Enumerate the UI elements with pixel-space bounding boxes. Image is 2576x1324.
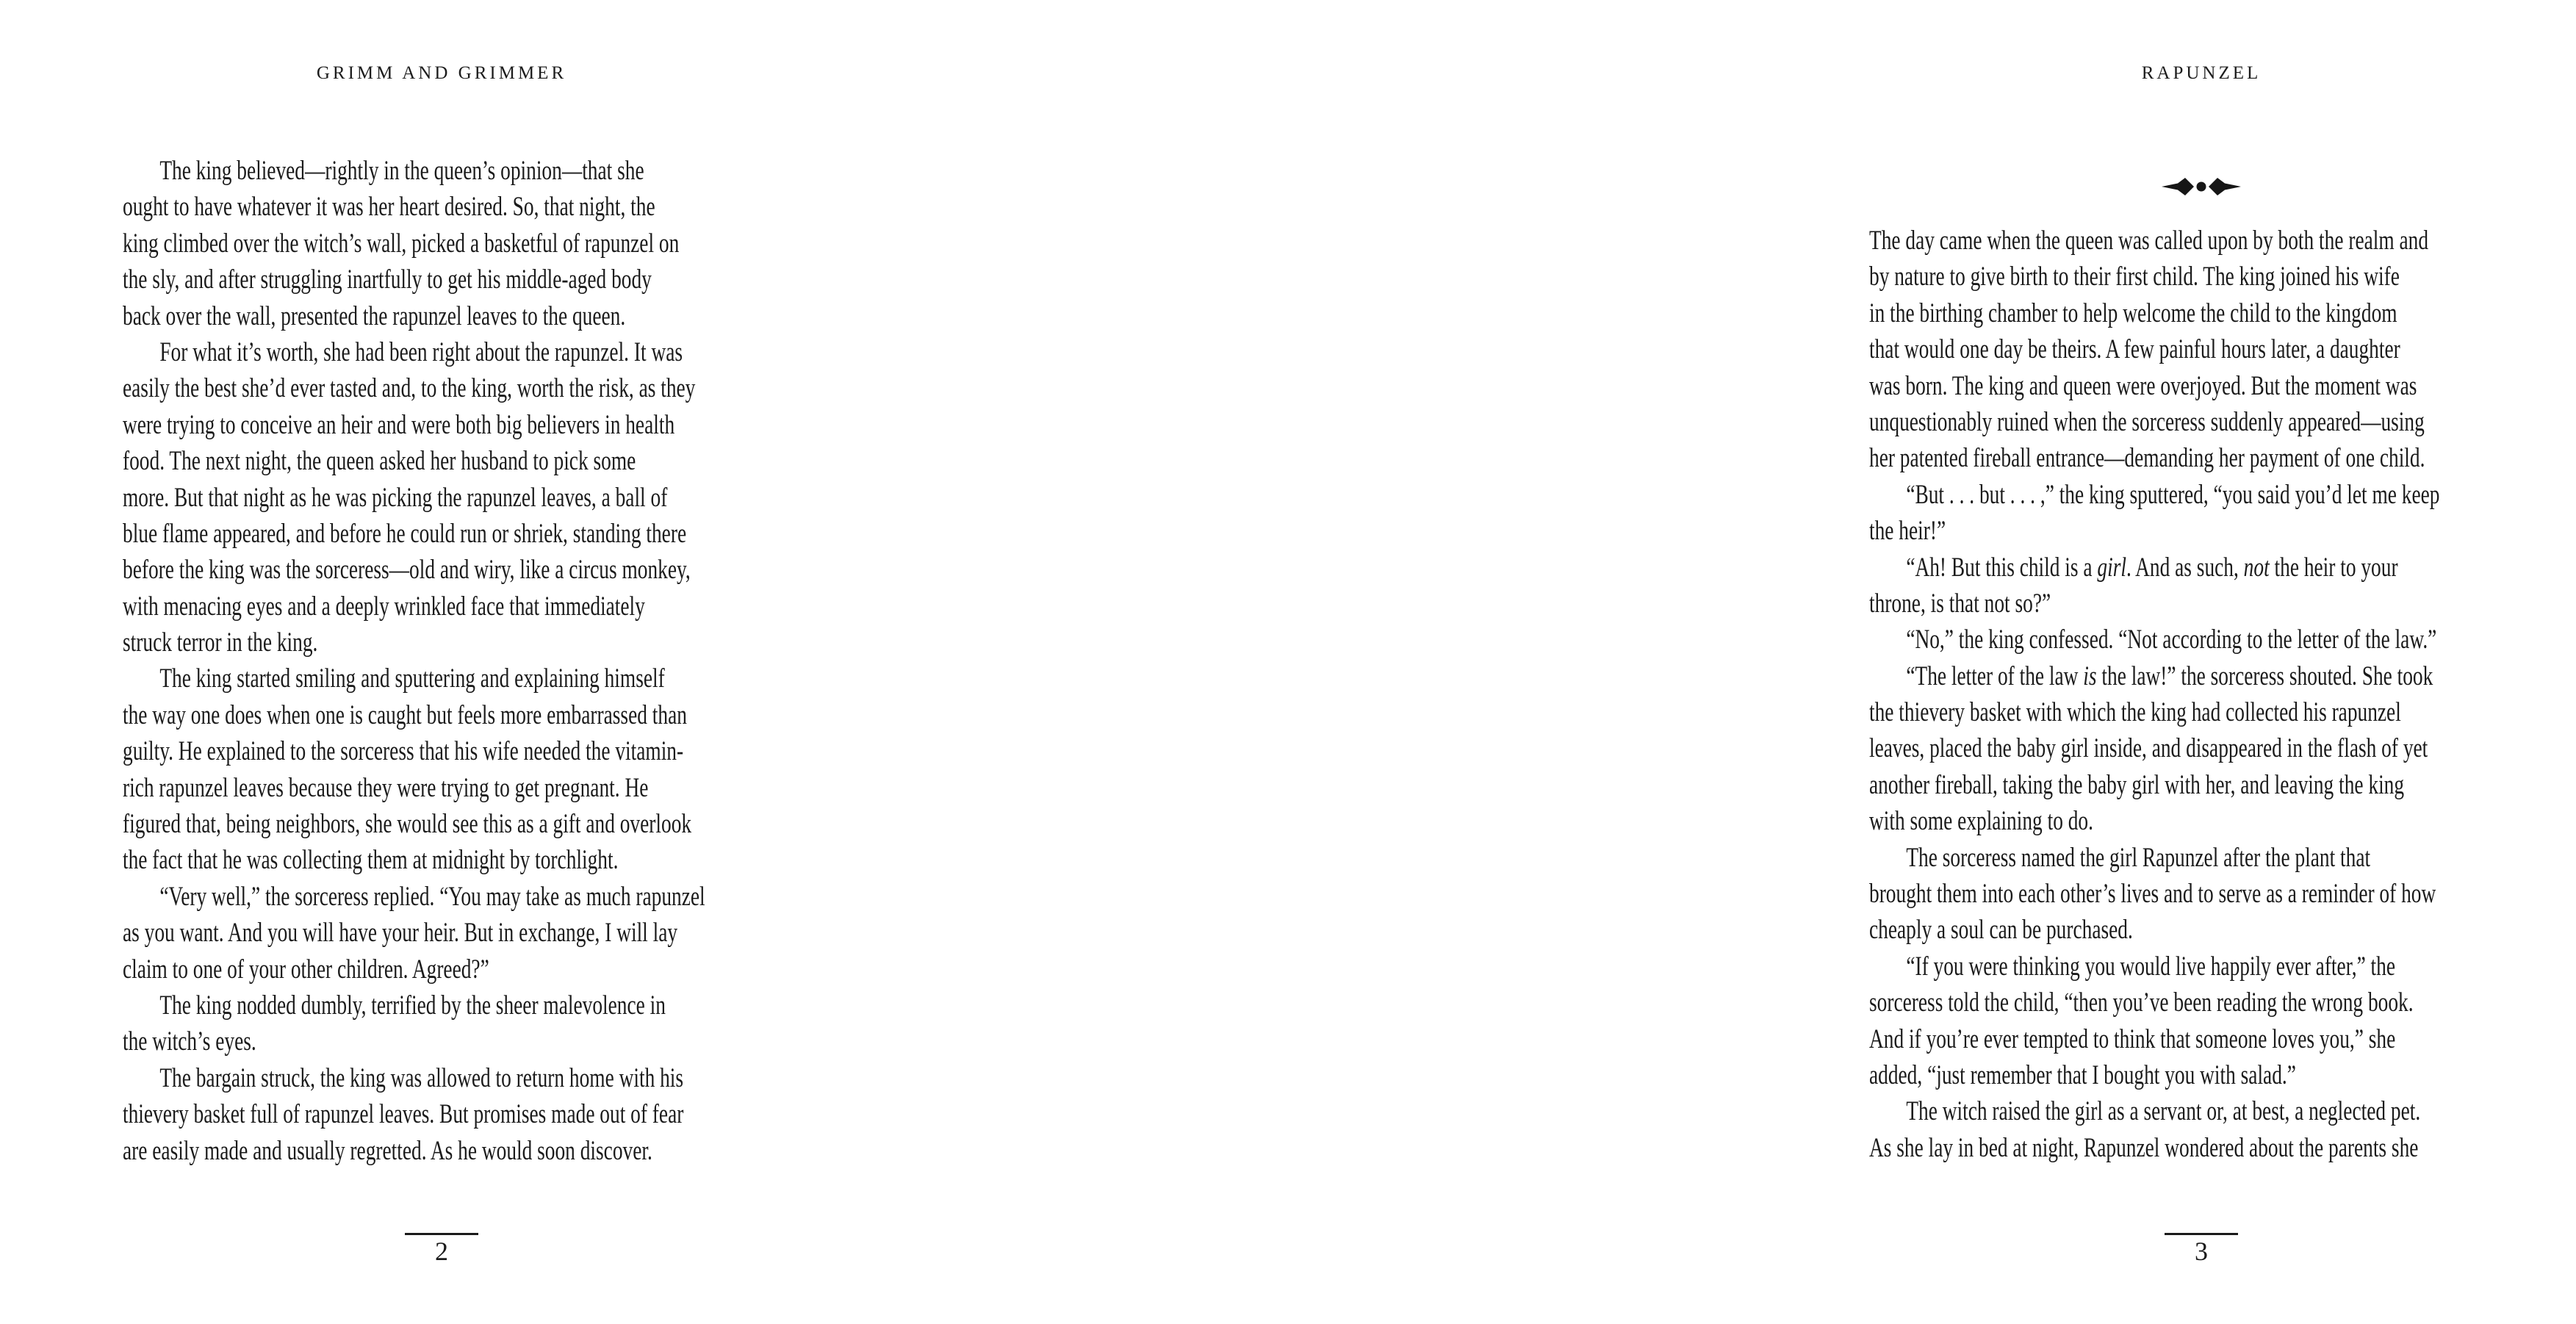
text-line: brought them into each other’s lives and to serve as a reminder of how — [1869, 879, 2436, 910]
text-line: another fireball, taking the baby girl with her, and leaving the king — [1869, 769, 2405, 800]
text-line: the thievery basket with which the king had collected his rapunzel — [1869, 697, 2401, 728]
text-line: the witch’s eyes. — [123, 1026, 256, 1057]
text-line: figured that, being neighbors, she would see this as a gift and overlook — [123, 809, 692, 840]
folio-left — [123, 1233, 760, 1264]
text-line: blue flame appeared, and before he could run or shriek, standing there — [123, 518, 687, 549]
text-line: “But . . . but . . . ,” the king sputtered, “you said you’d let me keep — [1906, 479, 2440, 510]
text-line: struck terror in the king. — [123, 627, 318, 658]
text-line: easily the best she’d ever tasted and, to the king, worth the risk, as they — [123, 373, 696, 404]
text-line: The king started smiling and sputtering and explaining himself — [159, 663, 665, 694]
folio-rule — [2165, 1233, 2238, 1235]
text-line: the heir!” — [1869, 516, 1946, 547]
text-line: food. The next night, the queen asked her husband to pick some — [123, 446, 636, 477]
text-line: the fact that he was collecting them at midnight by torchlight. — [123, 845, 619, 876]
text-line: cheaply a soul can be purchased. — [1869, 915, 2133, 946]
right-page-body-text — [1869, 223, 2576, 1166]
text-line: king climbed over the witch’s wall, picked a basketful of rapunzel on — [123, 228, 680, 259]
right-page — [876, 0, 2440, 1324]
text-line: unquestionably ruined when the sorceress suddenly appeared—using — [1869, 406, 2425, 437]
text-line: in the birthing chamber to help welcome the child to the kingdom — [1869, 298, 2397, 328]
text-line: guilty. He explained to the sorceress that his wife needed the vitamin- — [123, 736, 684, 767]
text-line: her patented fireball entrance—demanding her payment of one child. — [1869, 443, 2425, 474]
section-break-ornament-icon — [2162, 176, 2241, 197]
text-line: For what it’s worth, she had been right about the rapunzel. It was — [159, 337, 683, 367]
text-line: rich rapunzel leaves because they were trying to get pregnant. He — [123, 772, 649, 803]
page-number: 2 — [435, 1237, 448, 1266]
left-page — [0, 0, 876, 1324]
text-line: “If you were thinking you would live happily ever after,” the — [1906, 951, 2396, 982]
folio-rule — [405, 1233, 478, 1235]
text-line: “The letter of the law is the law!” the sorceress shouted. She took — [1906, 661, 2433, 691]
running-head-left: GRIMM AND GRIMMER — [316, 63, 567, 83]
text-line: that would one day be theirs. A few painful hours later, a daughter — [1869, 334, 2400, 365]
text-line: the sly, and after struggling inartfully to get his middle-aged body — [123, 265, 652, 295]
text-line: “Ah! But this child is a girl. And as such, not the heir to your — [1906, 552, 2398, 583]
text-line: added, “just remember that I bought you with salad.” — [1869, 1059, 2296, 1090]
text-line: The day came when the queen was called upon by both the realm and — [1869, 226, 2429, 256]
text-line: And if you’re ever tempted to think that someone loves you,” she — [1869, 1023, 2396, 1054]
text-line: was born. The king and queen were overjoyed. But the moment was — [1869, 370, 2417, 401]
text-line: by nature to give birth to their first child. The king joined his wife — [1869, 262, 2400, 292]
text-line: The sorceress named the girl Rapunzel after the plant that — [1906, 842, 2371, 873]
page-number: 3 — [2195, 1237, 2208, 1266]
text-line: throne, is that not so?” — [1869, 588, 2051, 619]
text-line: with some explaining to do. — [1869, 806, 2093, 837]
text-line: The king believed—rightly in the queen’s opinion—that she — [159, 156, 644, 186]
left-page-body-text — [123, 153, 830, 1169]
text-line: back over the wall, presented the rapunzel leaves to the queen. — [123, 301, 626, 331]
text-line: as you want. And you will have your heir. But in exchange, I will lay — [123, 918, 678, 949]
text-line: “No,” the king confessed. “Not according to the letter of the law.” — [1906, 625, 2437, 655]
text-line: more. But that night as he was picking the rapunzel leaves, a ball of — [123, 482, 668, 513]
text-line: thievery basket full of rapunzel leaves. But promises made out of fear — [123, 1099, 684, 1130]
text-line: were trying to conceive an heir and were both big believers in health — [123, 409, 675, 440]
text-line: leaves, placed the baby girl inside, and disappeared in the flash of yet — [1869, 733, 2428, 764]
running-head-right: RAPUNZEL — [2141, 63, 2262, 83]
text-line: The witch raised the girl as a servant or, at best, a neglected pet. — [1906, 1096, 2421, 1127]
text-line: sorceress told the child, “then you’ve been reading the wrong book. — [1869, 987, 2414, 1018]
text-line: The bargain struck, the king was allowed to return home with his — [159, 1062, 684, 1093]
folio-right — [1869, 1233, 2533, 1264]
text-line: The king nodded dumbly, terrified by the sheer malevolence in — [159, 990, 666, 1021]
text-line: claim to one of your other children. Agreed?” — [123, 954, 489, 985]
text-line: before the king was the sorceress—old and wiry, like a circus monkey, — [123, 555, 691, 586]
text-line: are easily made and usually regretted. As he would soon discover. — [123, 1135, 652, 1166]
text-line: As she lay in bed at night, Rapunzel wondered about the parents she — [1869, 1132, 2419, 1163]
text-line: with menacing eyes and a deeply wrinkled face that immediately — [123, 591, 645, 622]
text-line: the way one does when one is caught but feels more embarrassed than — [123, 699, 687, 730]
text-line: ought to have whatever it was her heart desired. So, that night, the — [123, 192, 655, 223]
text-line: “Very well,” the sorceress replied. “You may take as much rapunzel — [159, 881, 705, 912]
